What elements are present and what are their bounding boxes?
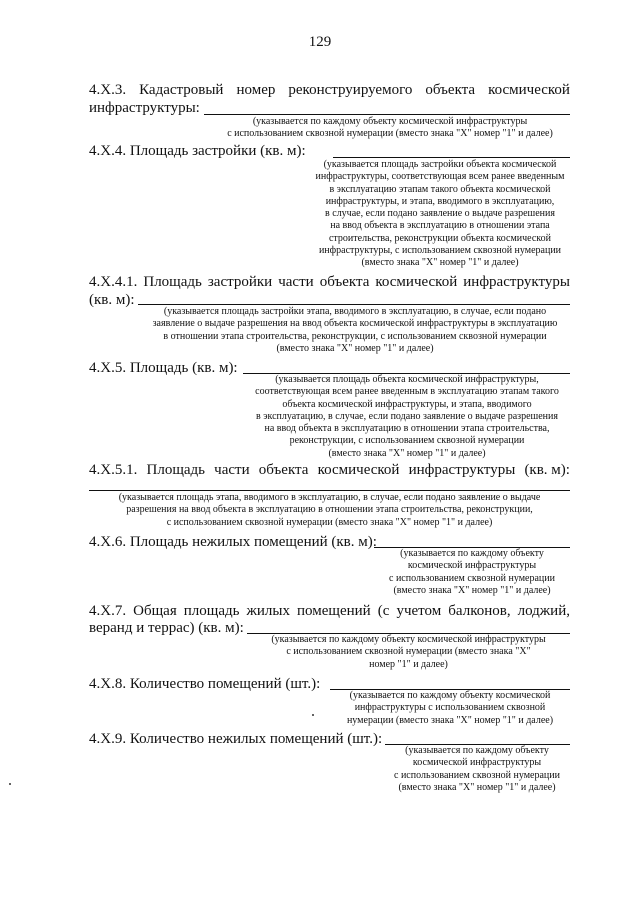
field-cadastral-number-note: (указывается по каждому объекту космической инфраструктуры с использованием сквозной нумерации (вместо знака "Х" номер "1" и далее) [227,116,553,140]
heading-word: (кв. м): [524,462,570,478]
field-nonresidential-area-label: 4.Х.6. Площадь нежилых помещений (кв. м): [89,534,377,550]
field-residential-area-note: (указывается по каждому объекту космической инфраструктуры с использованием сквозной нумерации (вместо знака "Х" номер "1" и далее) [271,634,546,670]
heading-word: инфраструктуры [463,274,570,290]
field-cadastral-number-heading [89,82,570,99]
scan-speck [312,714,314,716]
field-built-area-part-blank[interactable] [138,304,570,305]
field-area-label: 4.Х.5. Площадь (кв. м): [89,360,238,376]
heading-word: площадь [183,603,240,619]
heading-word: лоджий, [517,603,570,619]
heading-word: Кадастровый [139,82,224,98]
heading-word: номер [236,82,276,98]
heading-word: части [278,274,314,290]
field-built-area-blank[interactable] [333,157,570,158]
heading-word: инфраструктуры [408,462,516,478]
heading-word: балконов, [448,603,511,619]
scan-speck [9,783,11,785]
field-area-part-note: (указывается площадь этапа, вводимого в эксплуатацию, в случае, если подано заявление о выдаче разрешения на ввод объекта в эксплуатацию в отношении этапа строительства, реконструкции, с использованием сквозной нумерации (вместо знака "Х" номер "1" и далее) [118,492,541,528]
field-nonresidential-count-note: (указывается по каждому объекту космической инфраструктуры с использованием сквозной нумерации (вместо знака "Х" номер "1" и далее) [394,745,560,793]
heading-word: жилых [246,603,290,619]
field-built-area-part-note: (указывается площадь застройки этапа, вводимого в эксплуатацию, в случае, если подано заявление о выдаче разрешения на ввод объекта космической инфраструктуры в эксплуатацию в отношении этапа строительства, реконструкции, с использованием сквозной нумерации (вместо знака "Х" номер "1" и далее) [152,306,558,354]
page-number: 129 [308,34,332,50]
heading-word: части [214,462,250,478]
heading-word: объекта [319,274,370,290]
field-built-area-label: 4.Х.4. Площадь застройки (кв. м): [89,143,306,159]
field-nonresidential-count-label: 4.Х.9. Количество нежилых помещений (шт.): [89,731,383,747]
field-area-part-blank[interactable] [89,490,570,491]
heading-word: учетом [396,603,442,619]
heading-word: космической [375,274,458,290]
field-nonresidential-area-note: (указывается по каждому объекту космической инфраструктуры с использованием сквозной нумерации (вместо знака "Х" номер "1" и далее) [389,548,555,596]
field-cadastral-number-label-cont: инфраструктуры: [89,100,200,116]
field-room-count-note: (указывается по каждому объекту космической инфраструктуры с использованием сквозной нумерации (вместо знака "Х" номер "1" и далее) [346,690,554,726]
heading-word: космической [488,82,570,98]
field-room-count-label: 4.Х.8. Количество помещений (шт.): [89,676,321,692]
heading-word: объекта [425,82,476,98]
heading-word: 4.Х.5.1. [89,462,138,478]
field-area-part-heading [89,462,570,479]
heading-word: (с [377,603,390,619]
field-built-area-part-heading [89,274,570,291]
heading-word: 4.Х.3. [89,82,127,98]
heading-word: 4.Х.7. [89,603,127,619]
heading-word: Общая [133,603,177,619]
heading-word: Площадь [143,274,202,290]
field-residential-area-heading [89,603,570,620]
heading-word: объекта [258,462,309,478]
heading-word: космической [317,462,400,478]
heading-word: реконструируемого [288,82,413,98]
field-cadastral-number-blank[interactable] [204,114,570,115]
field-built-area-part-label-cont: (кв. м): [89,292,135,308]
heading-word: помещений [297,603,371,619]
field-area-note: (указывается площадь объекта космической инфраструктуры, соответствующая всем ранее введенным в эксплуатацию этапам такого объекта космической инфраструктуры, и этапа, вводимого в эксплуатацию, в случае, если подано заявление о выдаче разрешения на ввод объекта в эксплуатацию в отношении этапа строительства, реконструкции, с использованием сквозной нумерации (вместо знака "Х" номер "1" и далее) [255,374,559,459]
field-built-area-note: (указывается площадь застройки объекта космической инфраструктуры, соответствующая всем ранее введенным в эксплуатацию этапам такого объекта космической инфраструктуры, и этапа, вводимого в эксплуатацию, в случае, если подано заявление о выдаче разрешения на ввод объекта в эксплуатацию в отношении этапа строительства, реконструкции объекта космической инфраструктуры, с использованием сквозной нумерации (вместо знака "Х" номер "1" и далее) [315,159,565,269]
heading-word: Площадь [146,462,205,478]
field-residential-area-label-cont: веранд и террас) (кв. м): [89,620,244,636]
heading-word: 4.Х.4.1. [89,274,138,290]
heading-word: застройки [207,274,273,290]
